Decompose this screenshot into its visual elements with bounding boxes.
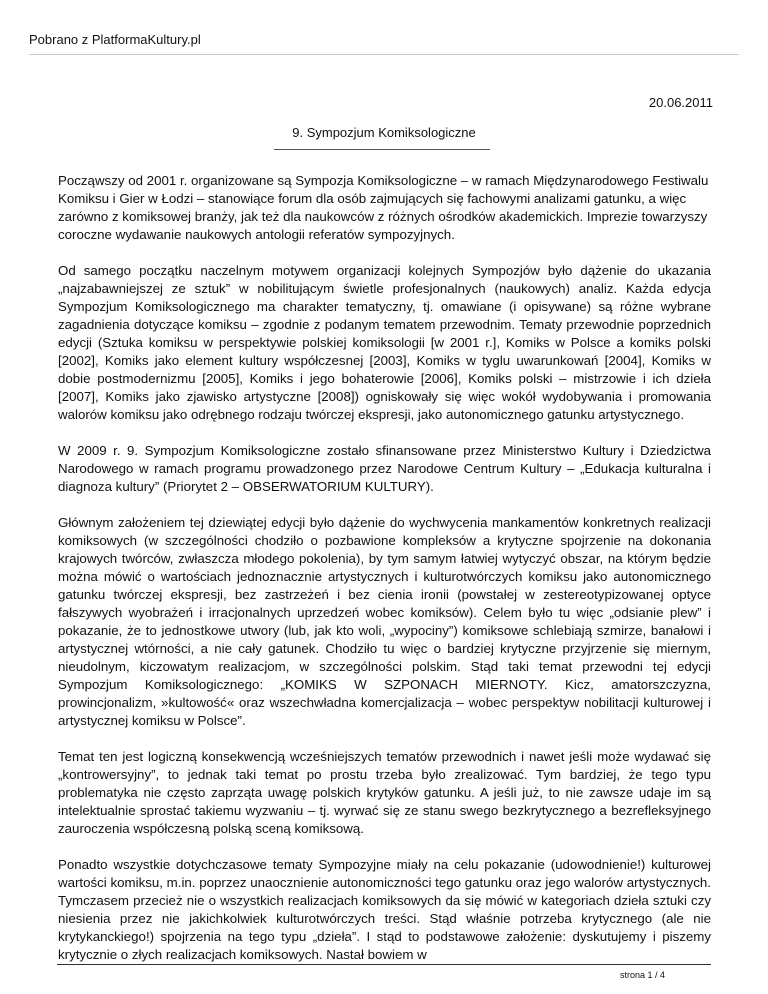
paragraph-4: Głównym założeniem tej dziewiątej edycji było dążenie do wychwycenia mankamentów konkretnych realizacji komiksowych (w szczególności chodziło o pozbawione kompleksów a krytyczne spojrzenie na dokonania krajowych twórców, zwłaszcza młodego pokolenia), by tym samym łatwiej wytyczyć obszar, na którym będzie można mówić o wartościach jednoznacznie artystycznych i kulturotwórczych komiksu jako autonomicznego gatunku twórczej ekspresji, bez zastrzeżeń i bez cienia ironii (powstałej w zestereotypizowanej optyce fałszywych wyobrażeń i irracjonalnych uprzedzeń wobec komiksów). Celem było tu więc „odsianie plew” i pokazanie, że to jednostkowe utwory (lub, jak kto woli, „wypociny”) komiksowe schlebiają szmirze, banałowi i artystycznej wtórności, a nie cały gatunek. Chodziło tu więc o bardziej krytyczne przyjrzenie się miernym, nieudolnym, kiczowatym realizacjom, w szczególności polskim. Stąd taki temat przewodni tej edycji Sympozjum Komiksologicznego: „KOMIKS W SZPONACH MIERNOTY. Kicz, amatorszczyzna, prowincjonalizm, »kultowość« oraz wszechwładna komercjalizacja – wobec perspektyw nobilitacji kulturowej i artystycznej komiksu w Polsce”. bbox=[58, 515, 711, 728]
paragraph-5: Temat ten jest logiczną konsekwencją wcześniejszych tematów przewodnich i nawet jeśli może wydawać się „kontrowersyjny”, to jednak taki temat po prostu trzeba było zrealizować. Tym bardziej, że tego typu problematyka nie często zaprząta uwagę polskich krytyków gatunku. A jeśli już, to nie zawsze udaje im są intelektualnie sprostać takiemu wyzwaniu – tj. wyrwać się ze stanu swego bezkrytycznego a bezrefleksyjnego zauroczenia współczesną polską sceną komiksową. bbox=[58, 749, 711, 836]
header-divider bbox=[29, 54, 739, 55]
source-header: Pobrano z PlatformaKultury.pl bbox=[29, 32, 201, 47]
article-body bbox=[58, 172, 711, 982]
article-title: 9. Sympozjum Komiksologiczne bbox=[292, 125, 476, 140]
paragraph-6: Ponadto wszystkie dotychczasowe tematy Sympozyjne miały na celu pokazanie (udowodnienie!) kulturowej wartości komiksu, m.in. poprzez unaocznienie autonomiczności tego gatunku oraz jego walorów artystycznych. Tymczasem przecież nie o wszystkich realizacjach komiksowych da się mówić w kategoriach dzieła sztuki czy niesienia przez nie jakichkolwiek kulturotwórczych treści. Stąd właśnie potrzeba krytycznego (ale nie krytykanckiego!) spojrzenia na tego typu „dzieła”. I stąd to podstawowe założenie: dyskutujemy i piszemy krytycznie o złych realizacjach komiksowych. Nastał bowiem w bbox=[58, 857, 711, 962]
article-date: 20.06.2011 bbox=[648, 95, 713, 110]
footer-divider bbox=[57, 964, 711, 965]
paragraph-2: Od samego początku naczelnym motywem organizacji kolejnych Sympozjów było dążenie do ukazania „najzabawniejszej ze sztuk” w nobilitującym świetle profesjonalnych (naukowych) analiz. Każda edycja Sympozjum Komiksologicznego ma charakter tematyczny, tj. omawiane (i opisywane) są różne wybrane zagadnienia dotyczące komiksu – zgodnie z podanym tematem przewodnim. Tematy przewodnie poprzednich edycji (Sztuka komiksu w perspektywie polskiej komiksologii [w 2001 r.], Komiks w Polsce a komiks polski [2002], Komiks jako element kultury współczesnej [2003], Komiks w tyglu uwarunkowań [2004], Komiks w dobie postmodernizmu [2005], Komiks i jego bohaterowie [2006], Komiks polski – mistrzowie i ich dzieła [2007], Komiks jako zjawisko artystyczne [2008]) ogniskowały się więc wokół wydobywania i promowania walorów komiksu jako odrębnego rodzaju twórczej ekspresji, jako autonomicznego gatunku artystycznego. bbox=[58, 263, 711, 422]
title-underline bbox=[274, 149, 490, 150]
page-number: strona 1 / 4 bbox=[620, 970, 666, 980]
paragraph-3: W 2009 r. 9. Sympozjum Komiksologiczne zostało sfinansowane przez Ministerstwo Kultury i Dziedzictwa Narodowego w ramach programu prowadzonego przez Narodowe Centrum Kultury – „Edukacja kulturalna i diagnoza kultury” (Priorytet 2 – OBSERWATORIUM KULTURY). bbox=[58, 443, 711, 494]
paragraph-1: Począwszy od 2001 r. organizowane są Sympozja Komiksologiczne – w ramach Międzynarodowego Festiwalu Komiksu i Gier w Łodzi – stanowiące forum dla osób zajmujących się fachowymi analizami gatunku, a więc zarówno z komiksowej branży, jak też dla naukowców z różnych ośrodków akademickich. Imprezie towarzyszy coroczne wydawanie naukowych antologii referatów sympozyjnych. bbox=[58, 173, 709, 242]
